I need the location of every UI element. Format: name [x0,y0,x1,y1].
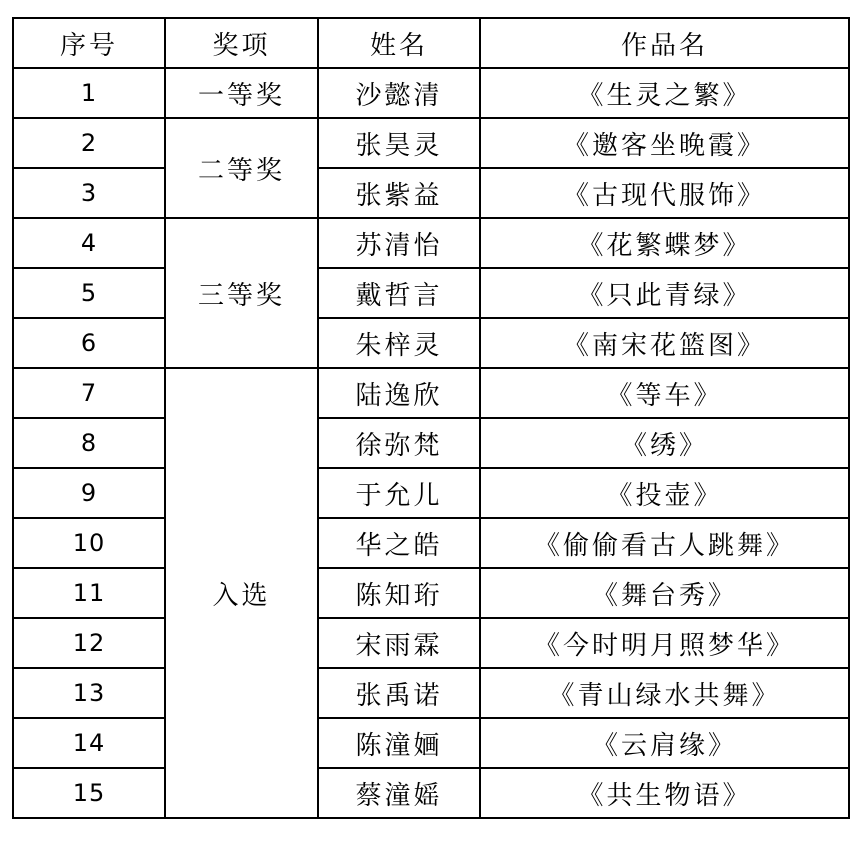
table-row [13,718,849,768]
winner-name: 陈潼婳 [318,718,480,768]
winner-name: 陆逸欣 [318,368,480,418]
work-title: 《邀客坐晚霞》 [480,118,849,168]
awards-table [12,17,850,819]
row-number: 9 [13,468,165,518]
table-row [13,468,849,518]
work-title: 《舞台秀》 [480,568,849,618]
table-row [13,768,849,818]
winner-name: 张禹诺 [318,668,480,718]
winner-name: 陈知珩 [318,568,480,618]
row-number: 14 [13,718,165,768]
award-level: 入选 [165,368,318,818]
table-row [13,168,849,218]
winner-name: 沙懿清 [318,68,480,118]
winner-name: 宋雨霖 [318,618,480,668]
work-title: 《青山绿水共舞》 [480,668,849,718]
work-title: 《绣》 [480,418,849,468]
work-title: 《花繁蝶梦》 [480,218,849,268]
row-number: 2 [13,118,165,168]
table-row [13,618,849,668]
work-title: 《今时明月照梦华》 [480,618,849,668]
row-number: 11 [13,568,165,618]
row-number: 15 [13,768,165,818]
row-number: 13 [13,668,165,718]
table-row [13,368,849,418]
award-level: 三等奖 [165,218,318,368]
winner-name: 徐弥梵 [318,418,480,468]
header-award: 奖项 [165,18,318,68]
winner-name: 于允儿 [318,468,480,518]
row-number: 7 [13,368,165,418]
table-row [13,318,849,368]
award-level: 一等奖 [165,68,318,118]
table-row [13,568,849,618]
table-row [13,518,849,568]
award-level: 二等奖 [165,118,318,218]
winner-name: 戴哲言 [318,268,480,318]
row-number: 3 [13,168,165,218]
row-number: 1 [13,68,165,118]
table-row [13,68,849,118]
row-number: 6 [13,318,165,368]
work-title: 《只此青绿》 [480,268,849,318]
row-number: 12 [13,618,165,668]
header-name: 姓名 [318,18,480,68]
row-number: 4 [13,218,165,268]
header-number: 序号 [13,18,165,68]
winner-name: 张昊灵 [318,118,480,168]
work-title: 《古现代服饰》 [480,168,849,218]
header-work: 作品名 [480,18,849,68]
table-row [13,218,849,268]
row-number: 5 [13,268,165,318]
work-title: 《投壶》 [480,468,849,518]
winner-name: 朱梓灵 [318,318,480,368]
table-row [13,668,849,718]
winner-name: 张紫益 [318,168,480,218]
row-number: 8 [13,418,165,468]
work-title: 《云肩缘》 [480,718,849,768]
table-row [13,268,849,318]
work-title: 《偷偷看古人跳舞》 [480,518,849,568]
work-title: 《共生物语》 [480,768,849,818]
winner-name: 华之皓 [318,518,480,568]
winner-name: 苏清怡 [318,218,480,268]
work-title: 《生灵之繁》 [480,68,849,118]
header-row [13,18,849,68]
table-body [13,68,849,818]
winner-name: 蔡潼媱 [318,768,480,818]
work-title: 《南宋花篮图》 [480,318,849,368]
table-row [13,118,849,168]
table-row [13,418,849,468]
row-number: 10 [13,518,165,568]
work-title: 《等车》 [480,368,849,418]
